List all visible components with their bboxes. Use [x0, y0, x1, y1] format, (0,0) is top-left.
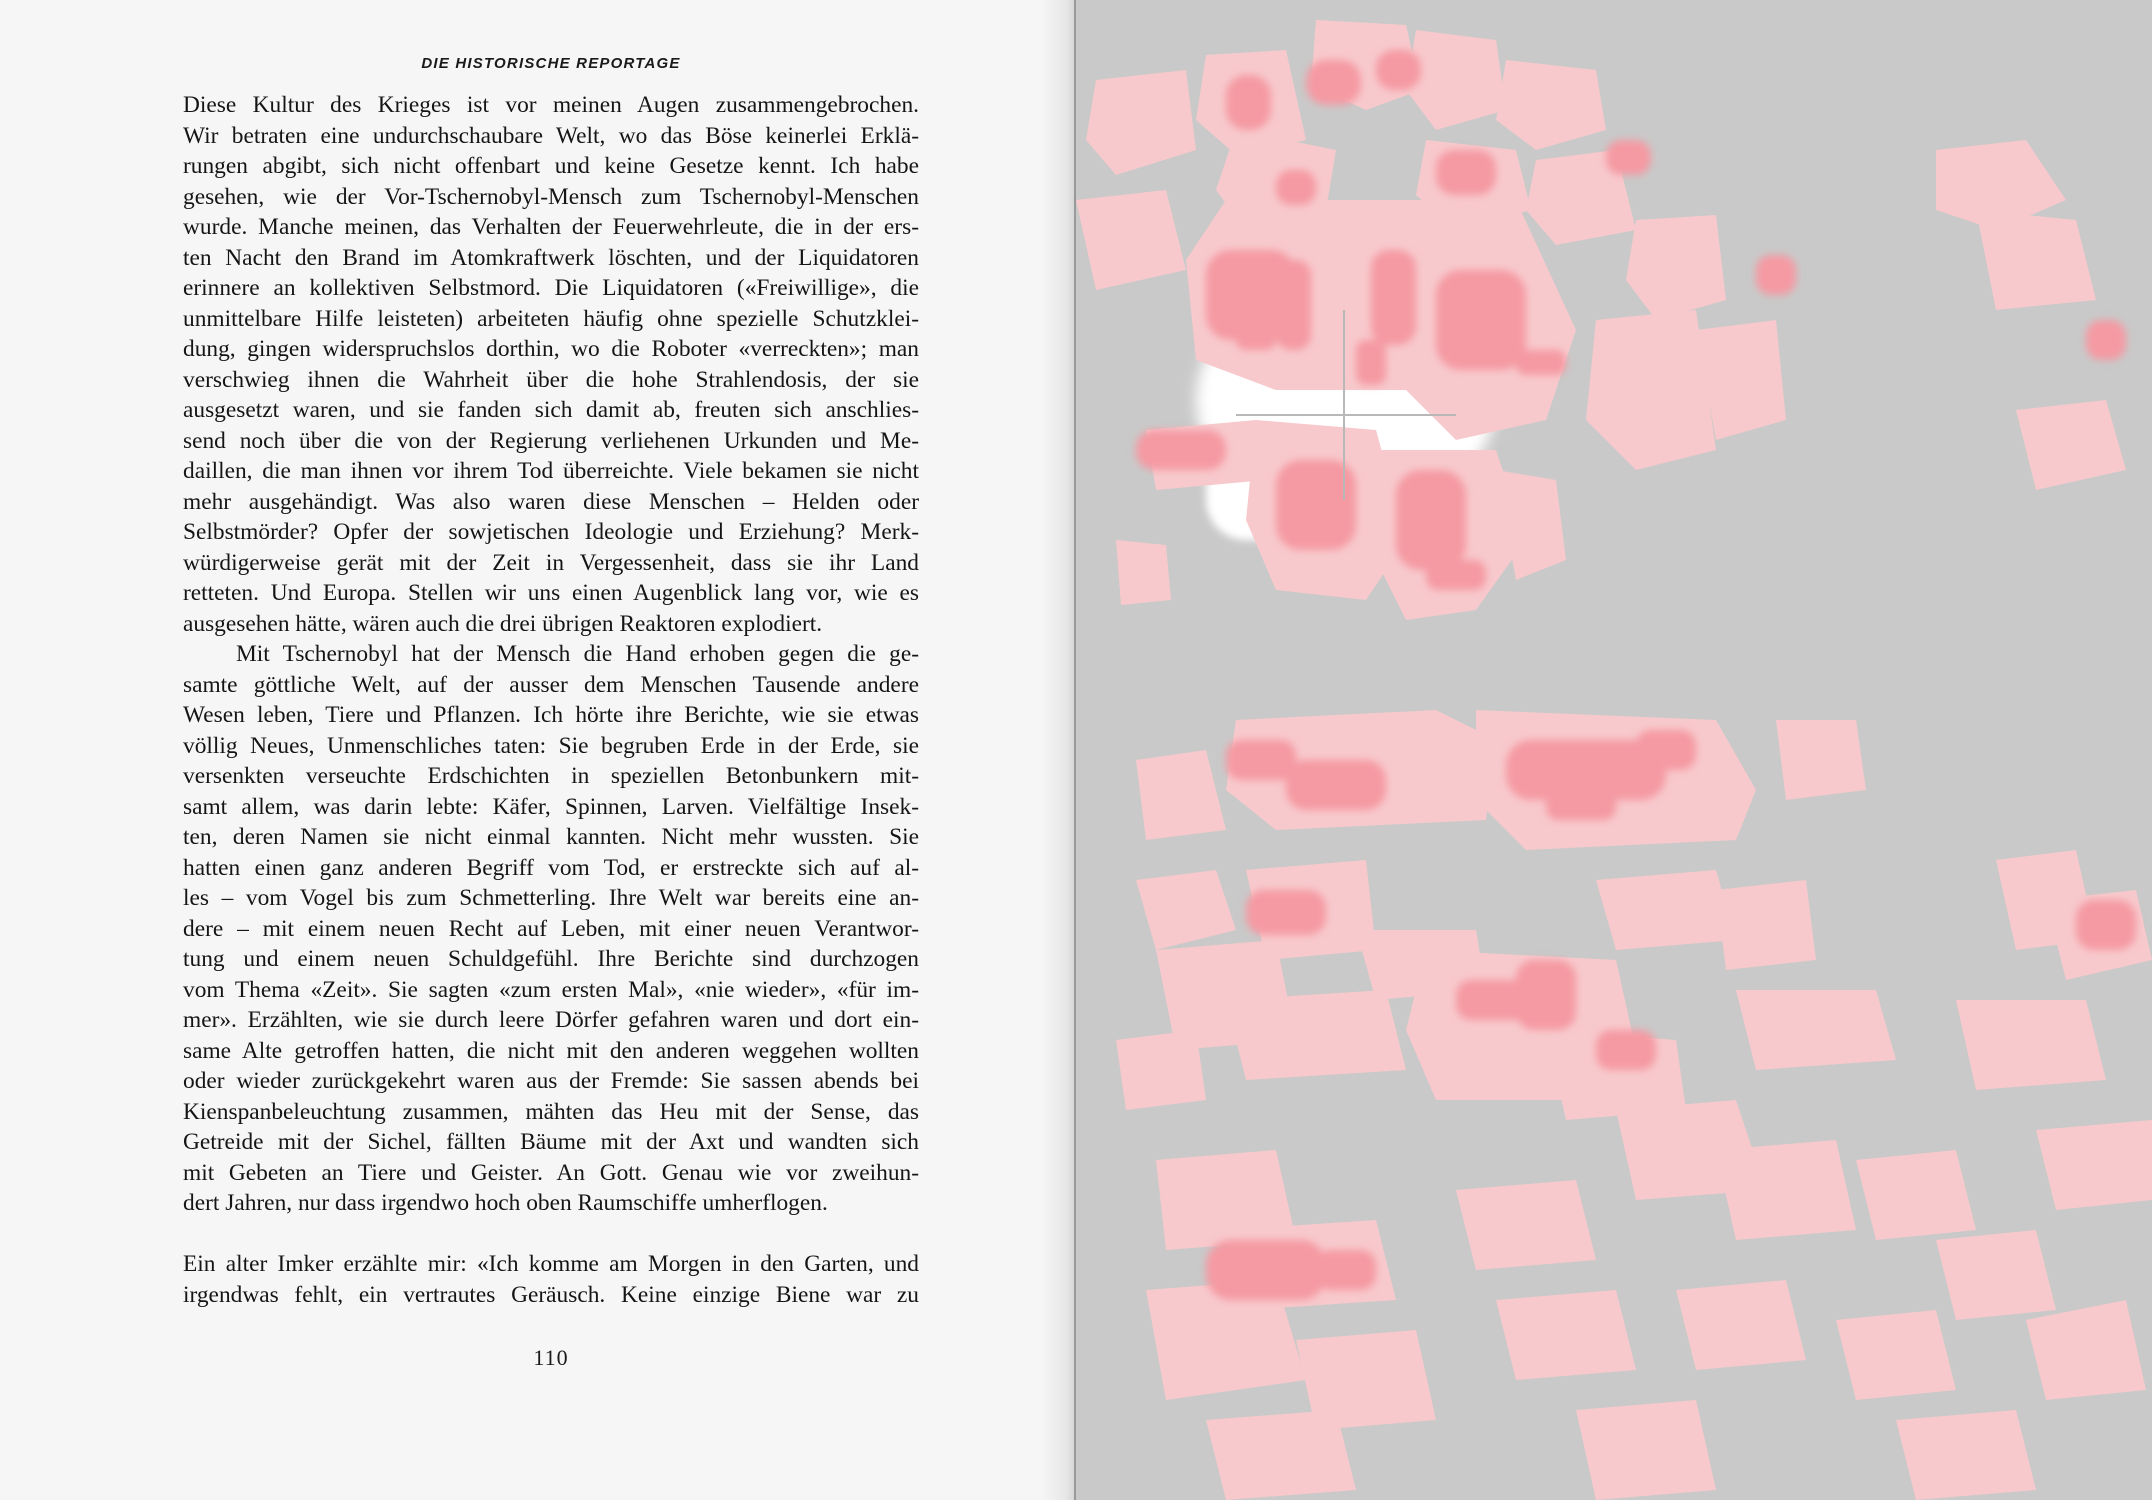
text-line: Getreide mit der Sichel, fällten Bäume mit der Axt und wandten sich	[183, 1129, 919, 1155]
text-line: Mit Tschernobyl hat der Mensch die Hand erhoben gegen die ge-	[236, 641, 919, 667]
text-line: Ein alter Imker erzählte mir: «Ich komme am Morgen in den Garten, und	[183, 1251, 919, 1277]
text-line: hatten einen ganz anderen Begriff vom Tod, er erstreckte sich auf al-	[183, 854, 919, 881]
text-line: oder wieder zurückgekehrt waren aus der Fremde: Sie sassen abends bei	[183, 1068, 919, 1094]
right-page-artwork	[1076, 0, 2152, 1500]
text-line: tung und einem neuen Schuldgefühl. Ihre Berichte sind durchzogen	[183, 946, 919, 972]
text-line: ten, deren Namen sie nicht einmal kannten. Nicht mehr wussten. Sie	[183, 824, 919, 850]
body-text	[183, 90, 919, 1310]
text-line: gesehen, wie der Vor-Tschernobyl-Mensch zum Tschernobyl-Menschen	[183, 183, 919, 210]
page-number: 110	[533, 1345, 569, 1370]
text-line: samte göttliche Welt, auf der ausser dem Menschen Tausende andere	[183, 671, 919, 698]
text-line: mehr ausgehändigt. Was also waren diese Menschen – Helden oder	[183, 488, 919, 515]
paragraph-1	[183, 90, 919, 639]
text-line: Selbstmörder? Opfer der sowjetischen Ideologie und Erziehung? Merk-	[183, 519, 919, 545]
text-line: verschwieg ihnen die Wahrheit über die hohe Strahlendosis, der sie	[183, 366, 919, 393]
text-line: dert Jahren, nur dass irgendwo hoch oben Raumschiffe umherflogen.	[183, 1190, 828, 1216]
paragraph-2	[183, 639, 919, 1219]
text-line: unmittelbare Hilfe leisteten) arbeiteten häufig ohne spezielle Schutzklei-	[183, 305, 919, 332]
paragraph-3	[183, 1249, 919, 1310]
text-line: irgendwas fehlt, ein vertrautes Geräusch. Keine einzige Biene war zu	[183, 1281, 919, 1308]
text-line: würdigerweise gerät mit der Zeit in Vergessenheit, dass sie ihr Land	[183, 549, 919, 576]
text-line: ten Nacht den Brand im Atomkraftwerk löschten, und der Liquidatoren	[183, 244, 919, 271]
text-line: dung, gingen widerspruchslos dorthin, wo die Roboter «verreckten»; man	[183, 336, 919, 362]
text-line: send noch über die von der Regierung verliehenen Urkunden und Me-	[183, 427, 919, 454]
paragraph-gap	[183, 1219, 919, 1250]
text-line: ausgesetzt waren, und sie fanden sich damit ab, freuten sich anschlies-	[183, 397, 919, 423]
text-line: Wesen leben, Tiere und Pflanzen. Ich hörte ihre Berichte, wie sie etwas	[183, 702, 919, 728]
text-line: daillen, die man ihnen vor ihrem Tod überreichte. Viele bekamen sie nicht	[183, 458, 919, 484]
text-line: rungen abgibt, sich nicht offenbart und keine Gesetze kennt. Ich habe	[183, 153, 919, 179]
text-line: erinnere an kollektiven Selbstmord. Die Liquidatoren («Freiwillige», die	[183, 275, 919, 301]
gutter-shadow	[1040, 0, 1076, 1500]
text-line: wurde. Manche meinen, das Verhalten der Feuerwehrleute, die in der ers-	[183, 214, 919, 240]
text-line: dere – mit einem neuen Recht auf Leben, mit einer neuen Verantwor-	[183, 915, 919, 942]
text-line: same Alte getroffen hatten, die nicht mit den anderen weggehen wollten	[183, 1037, 919, 1064]
text-line: Wir betraten eine undurchschaubare Welt, wo das Böse keinerlei Erklä-	[183, 122, 919, 149]
text-line: völlig Neues, Unmenschliches taten: Sie begruben Erde in der Erde, sie	[183, 732, 919, 759]
text-line: Diese Kultur des Krieges ist vor meinen Augen zusammengebrochen.	[183, 92, 919, 118]
text-line: mer». Erzählten, wie sie durch leere Dörfer gefahren waren und dort ein-	[183, 1007, 919, 1033]
text-line: Kienspanbeleuchtung zusammen, mähten das Heu mit der Sense, das	[183, 1098, 919, 1125]
text-line: ausgesehen hätte, wären auch die drei übrigen Reaktoren explodiert.	[183, 610, 823, 637]
text-line: les – vom Vogel bis zum Schmetterling. Ihre Welt war bereits eine an-	[183, 885, 919, 911]
abstract-pink-artwork	[1076, 0, 2152, 1500]
text-line: vom Thema «Zeit». Sie sagten «zum ersten Mal», «nie wieder», «für im-	[183, 976, 919, 1003]
text-line: retteten. Und Europa. Stellen wir uns einen Augenblick lang vor, wie es	[183, 580, 919, 606]
text-line: versenkten verseuchte Erdschichten in speziellen Betonbunkern mit-	[183, 763, 919, 789]
running-head: DIE HISTORISCHE REPORTAGE	[421, 55, 681, 72]
text-line: samt allem, was darin lebte: Käfer, Spinnen, Larven. Vielfältige Insek-	[183, 793, 919, 820]
text-line: mit Gebeten an Tiere und Geister. An Gott. Genau wie vor zweihun-	[183, 1159, 919, 1186]
